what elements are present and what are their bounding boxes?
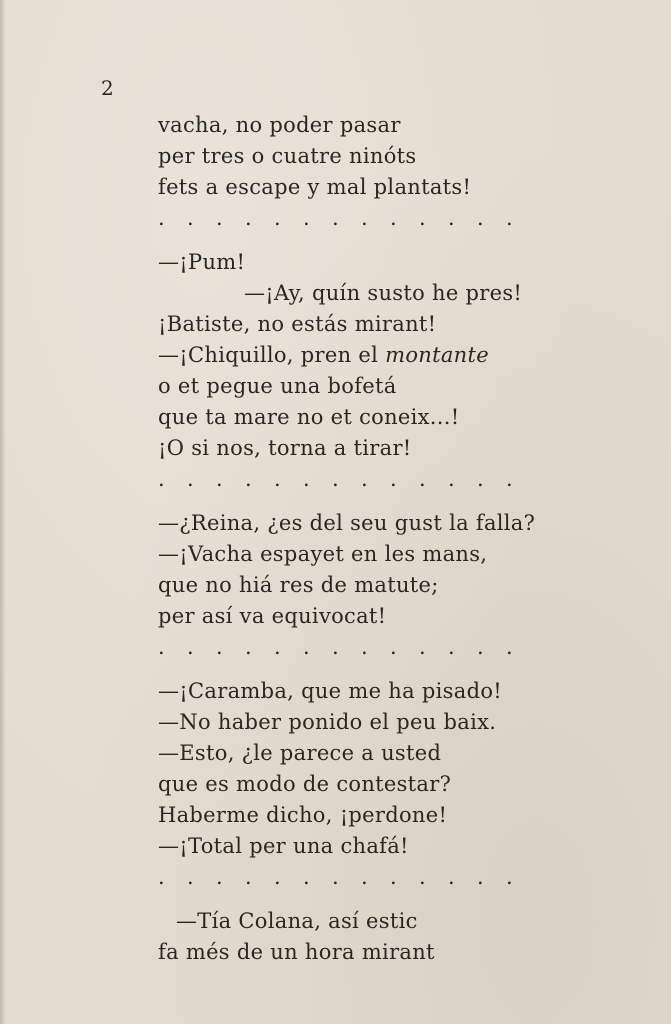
verse-line: —¡Caramba, que me ha pisado! bbox=[158, 679, 502, 703]
ellipsis-row: . . . . . . . . . . . . . bbox=[158, 467, 513, 491]
verse-line: per así va equivocat! bbox=[158, 604, 387, 628]
verse-line: per tres o cuatre ninóts bbox=[158, 144, 417, 168]
verse-line: ¡Batiste, no estás mirant! bbox=[158, 312, 437, 336]
verse-line: ¡O si nos, torna a tirar! bbox=[158, 436, 412, 460]
verse-text: —¡Chiquillo, pren el bbox=[158, 343, 379, 367]
verse-line: —¡Vacha espayet en les mans, bbox=[158, 542, 488, 566]
verse-line: que es modo de contestar? bbox=[158, 772, 452, 796]
verse-line: —No haber ponido el peu baix. bbox=[158, 710, 497, 734]
verse-line: fets a escape y mal plantats! bbox=[158, 175, 472, 199]
ellipsis-row: . . . . . . . . . . . . . bbox=[158, 635, 513, 659]
page-edge-shadow bbox=[0, 0, 6, 1024]
italic-word: montante bbox=[385, 343, 489, 367]
verse-line: que no hiá res de matute; bbox=[158, 573, 439, 597]
verse-line: —¡Total per una chafá! bbox=[158, 834, 409, 858]
verse-line: —¡Ay, quín susto he pres! bbox=[244, 281, 523, 305]
verse-line: o et pegue una bofetá bbox=[158, 374, 397, 398]
verse-line: vacha, no poder pasar bbox=[158, 113, 401, 137]
ellipsis-row: . . . . . . . . . . . . . bbox=[158, 206, 513, 230]
verse-line: —Tía Colana, así estic bbox=[176, 909, 418, 933]
verse-line: fa més de un hora mirant bbox=[158, 940, 435, 964]
poem-text bbox=[158, 110, 628, 968]
ellipsis-row: . . . . . . . . . . . . . bbox=[158, 865, 513, 889]
verse-line: —¡Pum! bbox=[158, 250, 246, 274]
verse-line: —Esto, ¿le parece a usted bbox=[158, 741, 442, 765]
page-number: 2 bbox=[101, 76, 115, 100]
verse-line bbox=[158, 340, 628, 371]
verse-line: Haberme dicho, ¡perdone! bbox=[158, 803, 448, 827]
verse-line: que ta mare no et coneix...! bbox=[158, 405, 460, 429]
verse-line: —¿Reina, ¿es del seu gust la falla? bbox=[158, 511, 536, 535]
